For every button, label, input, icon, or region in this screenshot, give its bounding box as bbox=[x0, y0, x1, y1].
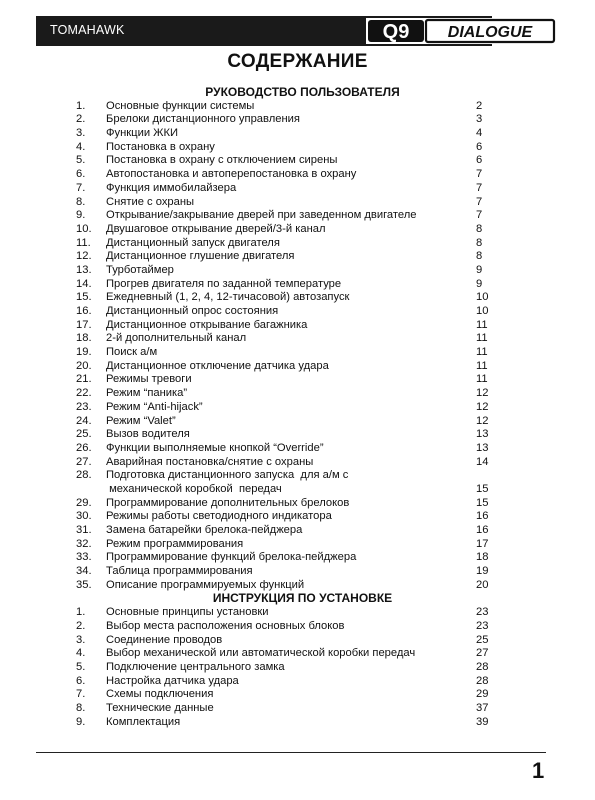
entry-number: 5. bbox=[76, 660, 86, 673]
entry-title: Соединение проводов bbox=[106, 633, 223, 646]
footer-divider bbox=[36, 752, 546, 753]
entry-page: 16 bbox=[476, 510, 489, 523]
entry-number: 2. bbox=[76, 619, 86, 632]
page-number: 1 bbox=[532, 758, 545, 783]
entry-title: Программирование дополнительных брелоков bbox=[106, 496, 350, 509]
toc-entry bbox=[0, 551, 595, 565]
entry-number: 25. bbox=[76, 428, 92, 441]
toc-entry bbox=[0, 538, 595, 552]
toc-entry bbox=[0, 675, 595, 689]
entry-title: Комплектация bbox=[106, 715, 181, 728]
entry-number: 12. bbox=[76, 250, 92, 263]
entry-number: 14. bbox=[76, 277, 92, 290]
entry-title: Ежедневный (1, 2, 4, 12-тичасовой) автозапуск bbox=[106, 291, 350, 304]
entry-number: 19. bbox=[76, 346, 92, 359]
entry-number: 5. bbox=[76, 154, 86, 167]
toc-entry bbox=[0, 401, 595, 415]
brand-name: TOMAHAWK bbox=[50, 23, 125, 37]
entry-number: 18. bbox=[76, 332, 92, 345]
entry-title: Выбор механической или автоматической коробки передач bbox=[106, 647, 416, 660]
entry-title: Снятие с охраны bbox=[106, 195, 195, 208]
toc-entry bbox=[0, 154, 595, 168]
toc-entry bbox=[0, 209, 595, 223]
toc-entry bbox=[0, 497, 595, 511]
entry-number: 6. bbox=[76, 168, 86, 181]
toc-entry bbox=[0, 688, 595, 702]
entry-page: 7 bbox=[476, 181, 483, 194]
entry-page: 15 bbox=[476, 496, 489, 509]
entry-page: 6 bbox=[476, 140, 483, 153]
toc-entry bbox=[0, 620, 595, 634]
entry-title: Дистанционный запуск двигателя bbox=[106, 236, 280, 249]
entry-page: 37 bbox=[476, 701, 489, 714]
entry-page: 7 bbox=[476, 209, 483, 222]
entry-title: Схемы подключения bbox=[106, 688, 214, 701]
entry-page: 11 bbox=[476, 346, 488, 359]
entry-number: 10. bbox=[76, 222, 92, 235]
entry-number: 16. bbox=[76, 305, 92, 317]
entry-number: 33. bbox=[76, 551, 92, 564]
entry-title: Замена батарейки брелока-пейджера bbox=[106, 524, 303, 537]
entry-title: Режимы тревоги bbox=[106, 373, 192, 386]
entry-number: 22. bbox=[76, 387, 92, 400]
section-heading-installation: ИНСТРУКЦИЯ ПО УСТАНОВКЕ bbox=[212, 591, 393, 606]
toc-entry bbox=[0, 647, 595, 661]
entry-title: Технические данные bbox=[106, 701, 214, 714]
toc-entry bbox=[0, 182, 595, 196]
entry-title: Брелоки дистанционного управления bbox=[106, 113, 300, 126]
entry-page: 39 bbox=[476, 715, 489, 728]
entry-number: 4. bbox=[76, 647, 86, 660]
toc-entry bbox=[0, 100, 595, 114]
installation-list bbox=[0, 606, 595, 729]
entry-title: Открывание/закрывание дверей при заведенном двигателе bbox=[106, 209, 417, 222]
entry-title: Постановка в охрану с отключением сирены bbox=[106, 154, 338, 167]
toc-entry bbox=[0, 113, 595, 127]
entry-title: Вызов водителя bbox=[106, 428, 190, 441]
entry-number: 32. bbox=[76, 537, 92, 550]
toc-entry bbox=[0, 716, 595, 730]
entry-title: Режим программирования bbox=[106, 537, 244, 550]
entry-number: 7. bbox=[76, 181, 86, 194]
entry-page: 15 bbox=[476, 482, 489, 495]
entry-number: 17. bbox=[76, 318, 92, 331]
entry-title: Постановка в охрану bbox=[106, 140, 215, 153]
toc-entry bbox=[0, 319, 595, 333]
svg-text:Q9: Q9 bbox=[382, 21, 410, 43]
entry-title: Дистанционный опрос состояния bbox=[106, 305, 279, 317]
entry-number: 11. bbox=[76, 236, 91, 249]
entry-page: 6 bbox=[476, 154, 483, 167]
entry-number: 21. bbox=[76, 373, 92, 386]
entry-page: 12 bbox=[476, 414, 489, 427]
entry-number: 9. bbox=[76, 209, 86, 222]
toc-entry bbox=[0, 634, 595, 648]
toc-entry bbox=[0, 661, 595, 675]
entry-number: 8. bbox=[76, 195, 86, 208]
entry-title: Функции выполняемые кнопкой “Override” bbox=[106, 441, 324, 454]
entry-page: 23 bbox=[476, 606, 489, 619]
entry-title: Поиск а/м bbox=[106, 346, 158, 359]
toc-entry bbox=[0, 291, 595, 305]
entry-page: 14 bbox=[476, 455, 489, 468]
entry-title: Прогрев двигателя по заданной температуре bbox=[106, 277, 342, 290]
toc-entry bbox=[0, 442, 595, 456]
toc-entry bbox=[0, 606, 595, 620]
toc-entry bbox=[0, 387, 595, 401]
entry-title: Режим “Valet” bbox=[106, 414, 176, 427]
entry-page: 10 bbox=[476, 305, 489, 317]
toc-entry bbox=[0, 428, 595, 442]
entry-number: 8. bbox=[76, 701, 86, 714]
entry-page: 13 bbox=[476, 441, 489, 454]
toc-entry bbox=[0, 415, 595, 429]
entry-title: Аварийная постановка/снятие с охраны bbox=[106, 455, 314, 468]
entry-number: 6. bbox=[76, 674, 86, 687]
entry-title: Двушаговое открывание дверей/3-й канал bbox=[106, 222, 326, 235]
entry-page: 23 bbox=[476, 619, 489, 632]
toc-entry bbox=[0, 168, 595, 182]
entry-title: Функции ЖКИ bbox=[106, 127, 179, 140]
entry-title: Режимы работы светодиодного индикатора bbox=[106, 510, 332, 523]
entry-title: Программирование функций брелока-пейджера bbox=[106, 551, 357, 564]
entry-page: 25 bbox=[476, 633, 489, 646]
entry-page: 7 bbox=[476, 168, 483, 181]
entry-title: Автопостановка и автоперепостановка в охрану bbox=[106, 168, 357, 181]
entry-page: 28 bbox=[476, 674, 489, 687]
svg-text:DIALOGUE: DIALOGUE bbox=[447, 24, 533, 41]
entry-title: Основные принципы установки bbox=[106, 606, 269, 619]
page-header bbox=[0, 16, 595, 46]
toc-entry bbox=[0, 278, 595, 292]
entry-title: Функция иммобилайзера bbox=[106, 181, 237, 194]
entry-title: Таблица программирования bbox=[106, 565, 253, 578]
entry-title: Режим “Anti-hijack” bbox=[106, 400, 203, 413]
toc-entry bbox=[0, 565, 595, 579]
toc-entry bbox=[0, 524, 595, 538]
entry-title: Основные функции системы bbox=[106, 99, 255, 112]
entry-number: 27. bbox=[76, 455, 92, 468]
toc-entry bbox=[0, 579, 595, 593]
entry-page: 8 bbox=[476, 236, 483, 249]
entry-number: 34. bbox=[76, 565, 92, 578]
entry-number: 9. bbox=[76, 715, 86, 728]
entry-page: 11 bbox=[476, 332, 488, 345]
entry-page: 9 bbox=[476, 277, 483, 290]
entry-page: 3 bbox=[476, 113, 483, 126]
entry-number: 15. bbox=[76, 291, 92, 304]
entry-page: 12 bbox=[476, 387, 489, 400]
entry-title: Дистанционное открывание багажника bbox=[106, 318, 308, 331]
entry-number: 28. bbox=[76, 469, 92, 482]
toc-entry bbox=[0, 360, 595, 374]
toc-entry bbox=[0, 223, 595, 237]
toc-entry bbox=[0, 346, 595, 360]
entry-page: 10 bbox=[476, 291, 489, 304]
entry-number: 3. bbox=[76, 127, 86, 140]
entry-number: 1. bbox=[76, 606, 86, 619]
entry-title: Подключение центрального замка bbox=[106, 660, 285, 673]
entry-page: 4 bbox=[476, 127, 483, 140]
entry-title: 2-й дополнительный канал bbox=[106, 332, 247, 345]
entry-page: 28 bbox=[476, 660, 489, 673]
entry-number: 24. bbox=[76, 414, 92, 427]
entry-page: 8 bbox=[476, 250, 483, 263]
entry-page: 13 bbox=[476, 428, 489, 441]
entry-number: 4. bbox=[76, 140, 86, 153]
entry-page: 11 bbox=[476, 373, 488, 386]
toc-entry bbox=[0, 469, 595, 496]
toc-entry bbox=[0, 305, 595, 319]
entry-page: 2 bbox=[476, 99, 483, 112]
toc-entry bbox=[0, 127, 595, 141]
entry-page: 17 bbox=[476, 537, 489, 550]
entry-number: 7. bbox=[76, 688, 86, 701]
entry-page: 16 bbox=[476, 524, 489, 537]
toc-entry bbox=[0, 264, 595, 278]
entry-title: Подготовка дистанционного запуска для а/м с механической коробкой передач bbox=[106, 469, 349, 495]
table-of-contents bbox=[0, 86, 595, 729]
entry-page: 27 bbox=[476, 647, 489, 660]
entry-page: 7 bbox=[476, 195, 483, 208]
toc-entry bbox=[0, 373, 595, 387]
entry-number: 13. bbox=[76, 263, 92, 276]
entry-title: Турботаймер bbox=[106, 263, 174, 276]
entry-title: Дистанционное глушение двигателя bbox=[106, 250, 295, 263]
entry-page: 9 bbox=[476, 263, 483, 276]
q9-dialogue-logo bbox=[366, 18, 558, 44]
entry-number: 2. bbox=[76, 113, 86, 126]
toc-entry bbox=[0, 141, 595, 155]
entry-number: 30. bbox=[76, 510, 92, 523]
entry-page: 8 bbox=[476, 222, 483, 235]
entry-page: 20 bbox=[476, 578, 489, 591]
toc-entry bbox=[0, 702, 595, 716]
user-guide-list bbox=[0, 100, 595, 593]
toc-entry bbox=[0, 196, 595, 210]
toc-entry bbox=[0, 510, 595, 524]
entry-number: 20. bbox=[76, 359, 92, 372]
entry-title: Описание программируемых функций bbox=[106, 578, 305, 591]
entry-number: 29. bbox=[76, 496, 92, 509]
entry-page: 19 bbox=[476, 565, 489, 578]
entry-page: 11 bbox=[476, 318, 488, 331]
entry-number: 3. bbox=[76, 633, 86, 646]
entry-title: Выбор места расположения основных блоков bbox=[106, 619, 345, 632]
entry-page: 18 bbox=[476, 551, 489, 564]
entry-number: 1. bbox=[76, 99, 86, 112]
entry-page: 11 bbox=[476, 359, 488, 372]
entry-page: 12 bbox=[476, 400, 489, 413]
entry-title: Дистанционное отключение датчика удара bbox=[106, 359, 329, 372]
entry-number: 26. bbox=[76, 441, 92, 454]
section-heading-user-guide: РУКОВОДСТВО ПОЛЬЗОВАТЕЛЯ bbox=[205, 85, 400, 99]
entry-number: 23. bbox=[76, 400, 92, 413]
entry-number: 31. bbox=[76, 524, 92, 537]
toc-entry bbox=[0, 332, 595, 346]
entry-page: 29 bbox=[476, 688, 489, 701]
toc-entry bbox=[0, 237, 595, 251]
entry-title: Настройка датчика удара bbox=[106, 674, 239, 687]
entry-title: Режим “паника” bbox=[106, 387, 188, 400]
toc-entry bbox=[0, 456, 595, 470]
toc-entry bbox=[0, 250, 595, 264]
page-title: СОДЕРЖАНИЕ bbox=[227, 51, 368, 72]
entry-number: 35. bbox=[76, 578, 92, 591]
